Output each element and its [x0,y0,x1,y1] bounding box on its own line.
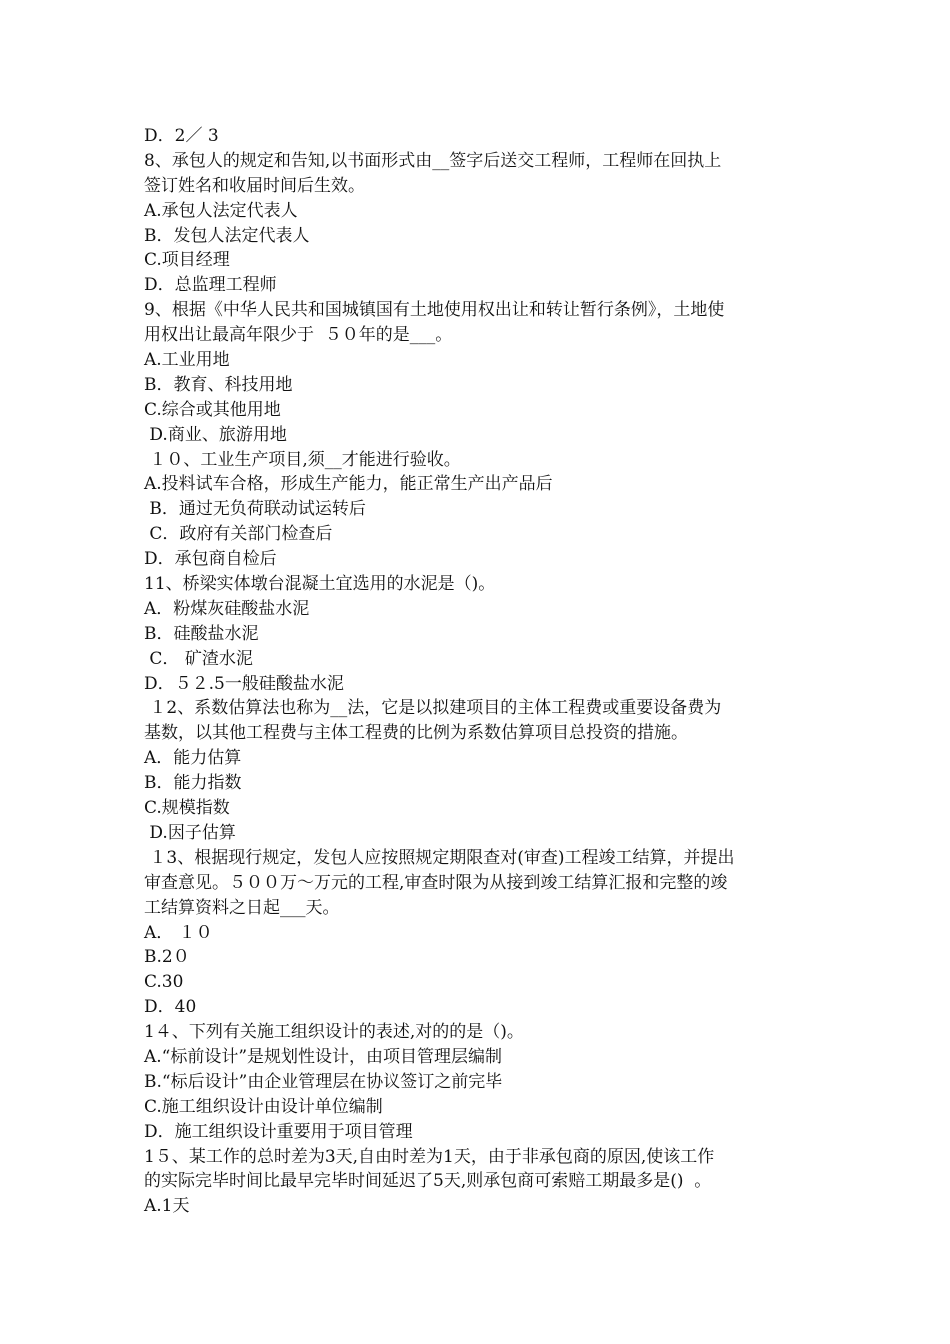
text-line: B．通过无负荷联动试运转后 [144,499,366,520]
text-line: C.项目经理 [144,250,230,271]
text-line: D．施工组织设计重要用于项目管理 [144,1121,413,1142]
text-line: A．能力估算 [144,748,242,769]
text-line: A.“标前设计”是规划性设计，由项目管理层编制 [144,1046,503,1067]
text-line: 用权出让最高年限少于 ５０年的是___。 [144,325,453,346]
text-line: C.30 [144,972,184,993]
text-line: D．承包商自检后 [144,549,277,570]
text-line: 1４、下列有关施工组织设计的表述,对的的是（)。 [144,1022,524,1043]
text-line: D．2／ 3 [144,126,219,146]
text-line: A． １０ [144,922,213,943]
text-line: 8、承包人的规定和告知,以书面形式由__签字后送交工程师，工程师在回执上 [144,150,722,171]
text-line: 签订姓名和收届时间后生效。 [144,175,365,196]
document-body [144,124,810,1219]
text-line: A.承包人法定代表人 [144,200,298,221]
text-line: １０、工业生产项目,须__才能进行验收。 [144,449,461,470]
text-line: A.工业用地 [144,350,230,371]
text-line: B．能力指数 [144,773,242,794]
text-line: B.“标后设计”由企业管理层在协议签订之前完毕 [144,1071,503,1092]
text-line: B．发包人法定代表人 [144,225,310,246]
text-line: D.商业、旅游用地 [144,424,287,445]
text-line: B．教育、科技用地 [144,374,293,395]
text-line: D．40 [144,997,197,1018]
text-line: A．粉煤灰硅酸盐水泥 [144,598,310,619]
text-line: D.因子估算 [144,822,236,843]
text-line: 基数，以其他工程费与主体工程费的比例为系数估算项目总投资的措施。 [144,723,688,744]
text-line: 1５、某工作的总时差为3天,自由时差为1天，由于非承包商的原因,使该工作 [144,1146,715,1167]
text-line: C．政府有关部门检查后 [144,524,333,545]
text-line: C． 矿渣水泥 [144,648,253,669]
text-line: A.投料试车合格，形成生产能力，能正常生产出产品后 [144,474,553,495]
text-line: A.1天 [144,1196,190,1217]
text-line: D．５２.5一般硅酸盐水泥 [144,673,344,694]
text-line: 9、根据《中华人民共和国城镇国有土地使用权出让和转让暂行条例》，土地使 [144,300,725,321]
text-line: D．总监理工程师 [144,275,277,296]
text-line: 工结算资料之日起___天。 [144,897,340,918]
text-line: B.2０ [144,947,190,968]
text-line: C.施工组织设计由设计单位编制 [144,1096,383,1117]
text-line: B．硅酸盐水泥 [144,623,259,644]
text-line: １3、根据现行规定，发包人应按照规定期限查对(审查)工程竣工结算，并提出 [144,847,735,868]
text-line: C.规模指数 [144,798,230,819]
text-line: 的实际完毕时间比最早完毕时间延迟了5天,则承包商可索赔工期最多是() 。 [144,1171,712,1192]
text-line: 11、桥梁实体墩台混凝土宜选用的水泥是（)。 [144,574,496,595]
text-line: １2、系数估算法也称为__法，它是以拟建项目的主体工程费或重要设备费为 [144,698,722,719]
text-line: C.综合或其他用地 [144,399,281,420]
text-line: 审查意见。５００万～万元的工程,审查时限为从接到竣工结算汇报和完整的竣 [144,872,728,893]
